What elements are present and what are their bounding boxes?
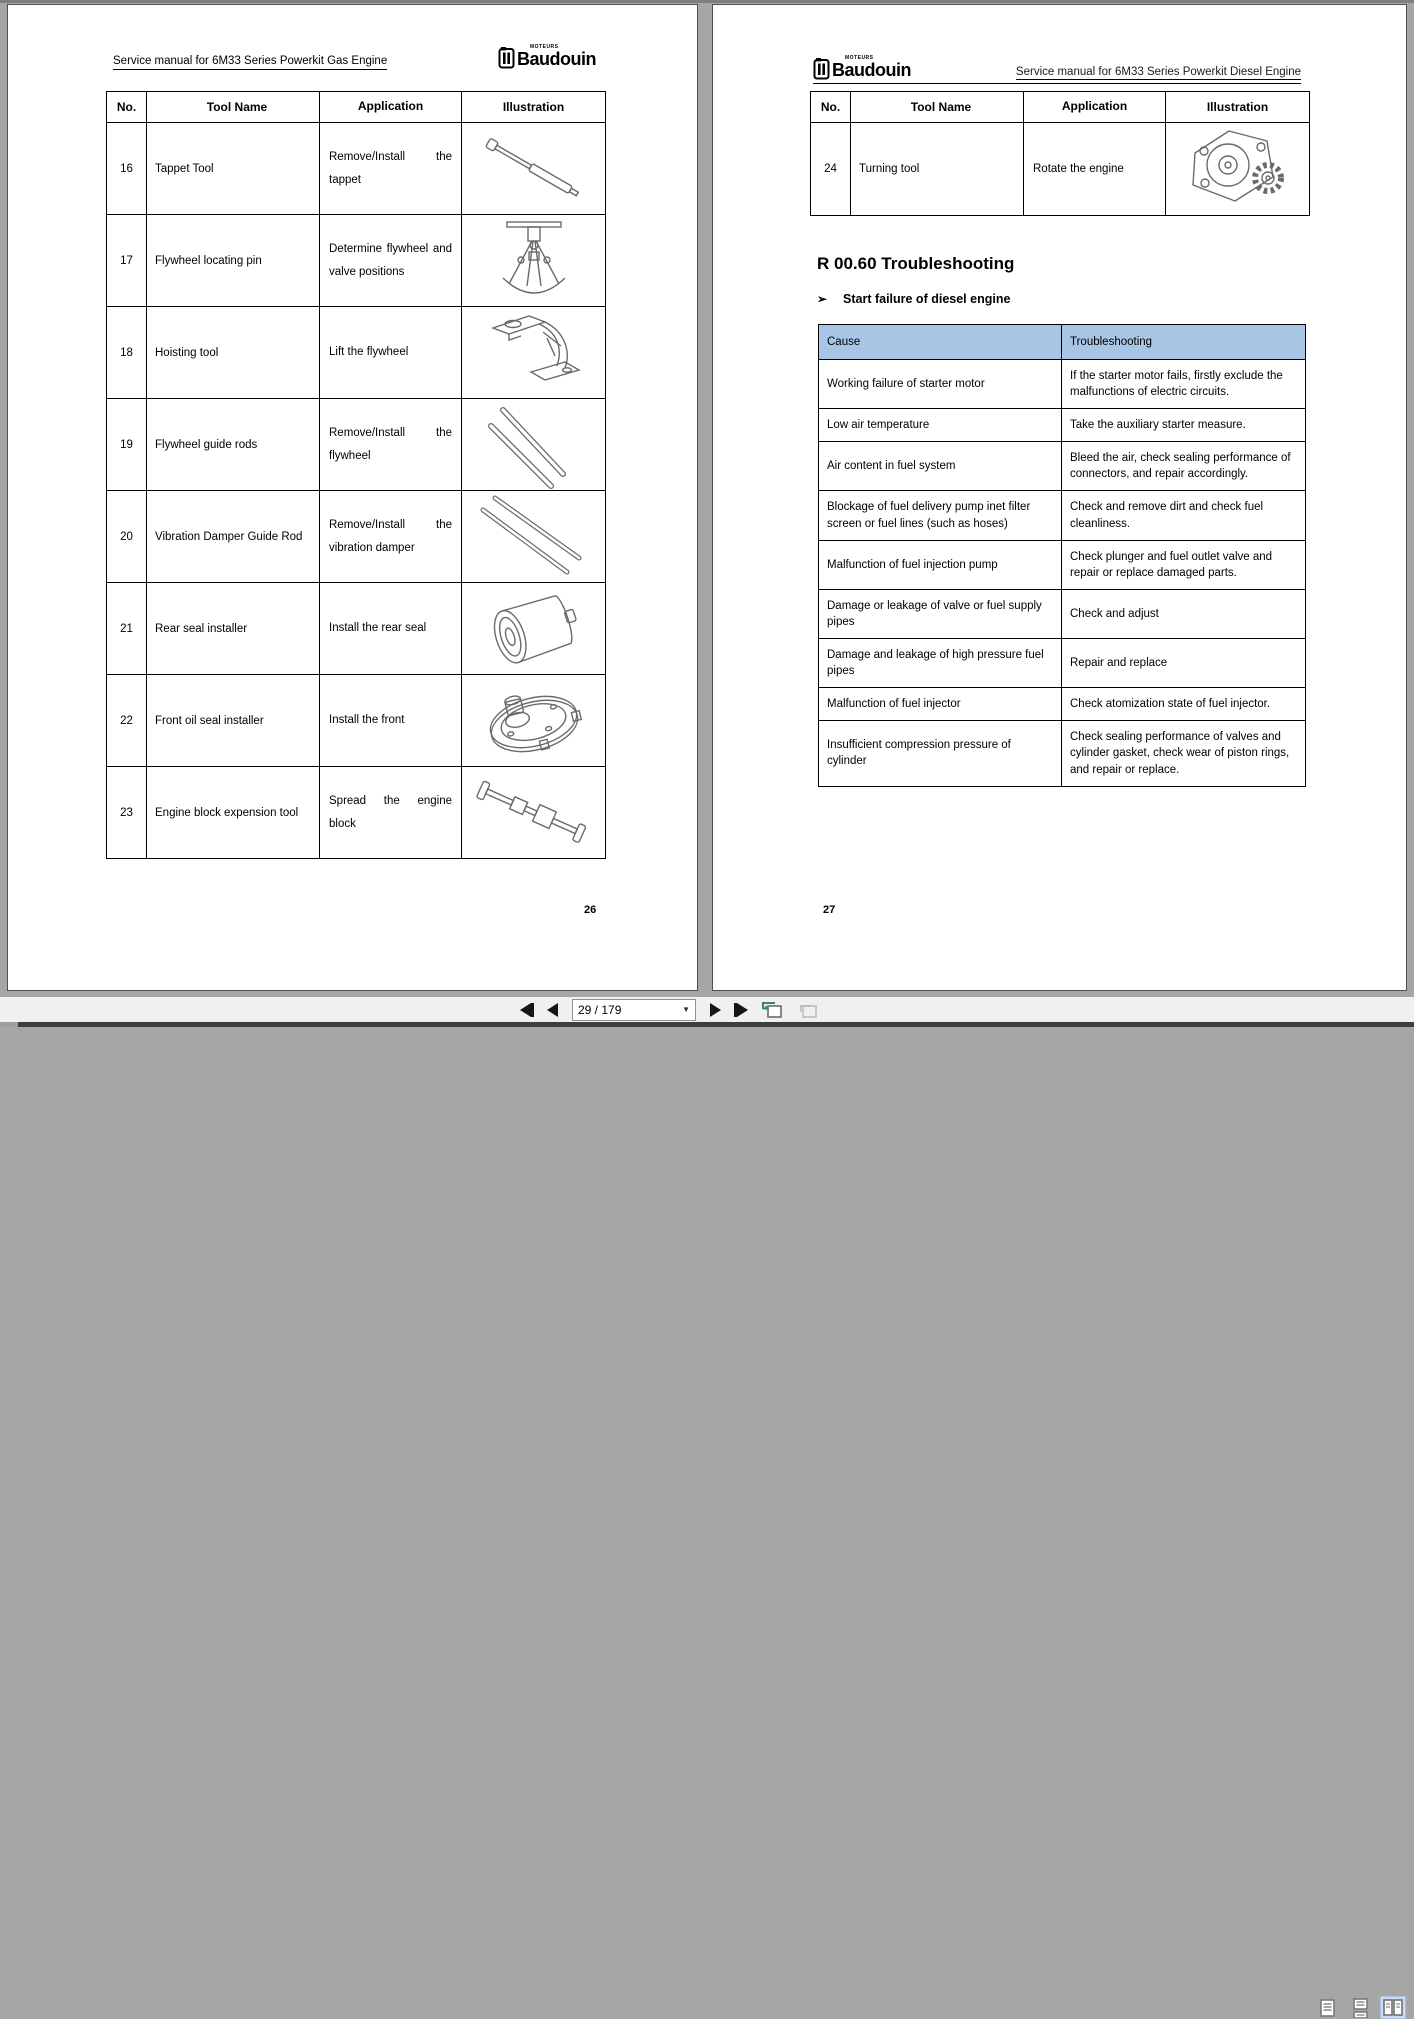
application-cell: Remove/Install the tappet [320, 123, 462, 215]
tool-number-cell: 24 [811, 123, 851, 216]
remedy-cell: Check and remove dirt and check fuel cleanliness. [1062, 491, 1306, 540]
remedy-cell: Check atomization state of fuel injector. [1062, 688, 1306, 721]
right-page-header [813, 51, 1301, 84]
first-page-icon-bar [531, 1003, 534, 1017]
application-cell: Lift the flywheel [320, 307, 462, 399]
front-oil-seal-installer-illustration [462, 675, 606, 767]
turning-tool-illustration [1166, 123, 1310, 216]
baudouin-logo [813, 55, 911, 80]
tool-table-row [107, 123, 606, 215]
cause-cell: Low air temperature [819, 409, 1062, 442]
application-cell: Rotate the engine [1024, 123, 1166, 216]
previous-page-button[interactable] [545, 1001, 560, 1019]
tool-name-cell: Tappet Tool [147, 123, 320, 215]
application-cell: Determine flywheel and valve positions [320, 215, 462, 307]
col-header-tool-name: Tool Name [851, 92, 1024, 123]
bullet-text: Start failure of diesel engine [843, 292, 1011, 306]
tool-name-cell: Flywheel locating pin [147, 215, 320, 307]
tappet-tool-illustration [462, 123, 606, 215]
right-page-number: 27 [823, 904, 836, 916]
tool-name-cell: Hoisting tool [147, 307, 320, 399]
col-header-application: Application [1024, 92, 1166, 123]
col-header-illustration: Illustration [1166, 92, 1310, 123]
col-header-troubleshooting: Troubleshooting [1062, 325, 1306, 360]
cause-cell: Blockage of fuel delivery pump inet filter screen or fuel lines (such as hoses) [819, 491, 1062, 540]
col-header-no: No. [107, 92, 147, 123]
tool-number-cell: 22 [107, 675, 147, 767]
remedy-cell: Check plunger and fuel outlet valve and repair or replace damaged parts. [1062, 540, 1306, 589]
application-cell: Install the rear seal [320, 583, 462, 675]
troubleshooting-row [819, 491, 1306, 540]
tool-number-cell: 20 [107, 491, 147, 583]
tool-number-cell: 16 [107, 123, 147, 215]
tool-table-header-row [107, 92, 606, 123]
single-page-icon [1320, 1999, 1335, 2017]
cause-cell: Damage and leakage of high pressure fuel pipes [819, 639, 1062, 688]
troubleshooting-row [819, 639, 1306, 688]
tool-number-cell: 21 [107, 583, 147, 675]
troubleshooting-table [818, 324, 1306, 787]
tool-table-row [107, 307, 606, 399]
tool-table-row [811, 123, 1310, 216]
window-top-edge [0, 0, 1414, 3]
cause-cell: Working failure of starter motor [819, 360, 1062, 409]
right-page-title: Service manual for 6M33 Series Powerkit Diesel Engine [1015, 66, 1301, 78]
tool-table-row [107, 767, 606, 859]
page-number-combobox[interactable] [572, 999, 696, 1021]
tool-table-24 [810, 91, 1310, 216]
left-page-title: Service manual for 6M33 Series Powerkit Gas Engine [113, 55, 387, 70]
col-header-illustration: Illustration [462, 92, 606, 123]
flywheel-guide-rods-illustration [462, 399, 606, 491]
tool-name-cell: Front oil seal installer [147, 675, 320, 767]
last-page-button[interactable] [732, 1001, 750, 1019]
tool-table-row [107, 491, 606, 583]
cause-cell: Malfunction of fuel injector [819, 688, 1062, 721]
troubleshooting-row [819, 589, 1306, 638]
cause-cell: Air content in fuel system [819, 442, 1062, 491]
col-header-tool-name: Tool Name [147, 92, 320, 123]
next-view-icon [796, 1000, 818, 1019]
tool-table-row [107, 215, 606, 307]
tool-name-cell: Rear seal installer [147, 583, 320, 675]
hoisting-tool-illustration [462, 307, 606, 399]
col-header-cause: Cause [819, 325, 1062, 360]
single-page-view-button[interactable] [1314, 1996, 1340, 2019]
remedy-cell: Check sealing performance of valves and cylinder gasket, check wear of piston rings, and repair or replace. [1062, 721, 1306, 786]
logo-baudouin-text: Baudouin [832, 60, 911, 80]
tool-number-cell: 19 [107, 399, 147, 491]
troubleshooting-row [819, 360, 1306, 409]
application-cell: Spread the engine block [320, 767, 462, 859]
troubleshooting-section-heading: R 00.60 Troubleshooting [817, 254, 1015, 273]
tool-table-16-23 [106, 91, 606, 859]
pdf-viewer-toolbar [0, 997, 1414, 1022]
chevron-down-icon: ▼ [682, 1005, 690, 1014]
tool-name-cell: Flywheel guide rods [147, 399, 320, 491]
tool-number-cell: 18 [107, 307, 147, 399]
troubleshooting-row [819, 442, 1306, 491]
baudouin-logo [498, 44, 596, 69]
vibration-damper-guide-rod-illustration [462, 491, 606, 583]
tool-table-row [107, 399, 606, 491]
logo-baudouin-text: Baudouin [517, 49, 596, 69]
remedy-cell: Check and adjust [1062, 589, 1306, 638]
tool-table-header-row [811, 92, 1310, 123]
troubleshooting-header-row [819, 325, 1306, 360]
logo-moteurs-text: MOTEURS [530, 44, 559, 50]
baudouin-logo-icon [813, 58, 830, 80]
next-page-icon [710, 1003, 721, 1017]
tool-number-cell: 23 [107, 767, 147, 859]
remedy-cell: If the starter motor fails, firstly exclude the malfunctions of electric circuits. [1062, 360, 1306, 409]
flywheel-locating-pin-illustration [462, 215, 606, 307]
window-bottom-bar [0, 1022, 1414, 1027]
tool-name-cell: Engine block expension tool [147, 767, 320, 859]
remedy-cell: Repair and replace [1062, 639, 1306, 688]
cause-cell: Malfunction of fuel injection pump [819, 540, 1062, 589]
previous-view-button[interactable] [759, 998, 785, 1021]
next-page-button[interactable] [708, 1001, 723, 1019]
col-header-no: No. [811, 92, 851, 123]
tool-table-row [107, 583, 606, 675]
continuous-view-button[interactable] [1347, 1996, 1373, 2019]
tool-name-cell: Turning tool [851, 123, 1024, 216]
last-page-icon [737, 1003, 748, 1017]
left-page-number: 26 [584, 904, 597, 916]
facing-pages-icon [1383, 1999, 1403, 2016]
facing-pages-view-button[interactable] [1380, 1996, 1406, 2019]
rear-seal-installer-illustration [462, 583, 606, 675]
troubleshooting-row [819, 721, 1306, 786]
page-indicator: 29 / 179 [578, 1002, 622, 1017]
remedy-cell: Bleed the air, check sealing performance of connectors, and repair accordingly. [1062, 442, 1306, 491]
first-page-button[interactable] [518, 1001, 536, 1019]
cause-cell: Insufficient compression pressure of cylinder [819, 721, 1062, 786]
tool-name-cell: Vibration Damper Guide Rod [147, 491, 320, 583]
logo-moteurs-text: MOTEURS [845, 55, 874, 61]
start-failure-bullet [817, 292, 1010, 306]
remedy-cell: Take the auxiliary starter measure. [1062, 409, 1306, 442]
baudouin-logo-icon [498, 47, 515, 69]
first-page-icon [520, 1003, 531, 1017]
troubleshooting-row [819, 688, 1306, 721]
col-header-application: Application [320, 92, 462, 123]
troubleshooting-row [819, 409, 1306, 442]
engine-block-expansion-tool-illustration [462, 767, 606, 859]
application-cell: Install the front [320, 675, 462, 767]
tool-table-row [107, 675, 606, 767]
application-cell: Remove/Install the flywheel [320, 399, 462, 491]
continuous-scroll-icon [1353, 1998, 1368, 2018]
arrow-bullet-icon: ➢ [817, 292, 828, 306]
next-view-button[interactable] [794, 998, 820, 1021]
previous-page-icon [547, 1003, 558, 1017]
tool-number-cell: 17 [107, 215, 147, 307]
page-layout-buttons [1314, 1996, 1406, 2019]
previous-view-icon [761, 1000, 783, 1019]
cause-cell: Damage or leakage of valve or fuel supply pipes [819, 589, 1062, 638]
bottom-bar-notch [0, 1022, 18, 1027]
document-page-right [712, 4, 1407, 991]
application-cell: Remove/Install the vibration damper [320, 491, 462, 583]
troubleshooting-row [819, 540, 1306, 589]
document-page-left [7, 4, 698, 991]
